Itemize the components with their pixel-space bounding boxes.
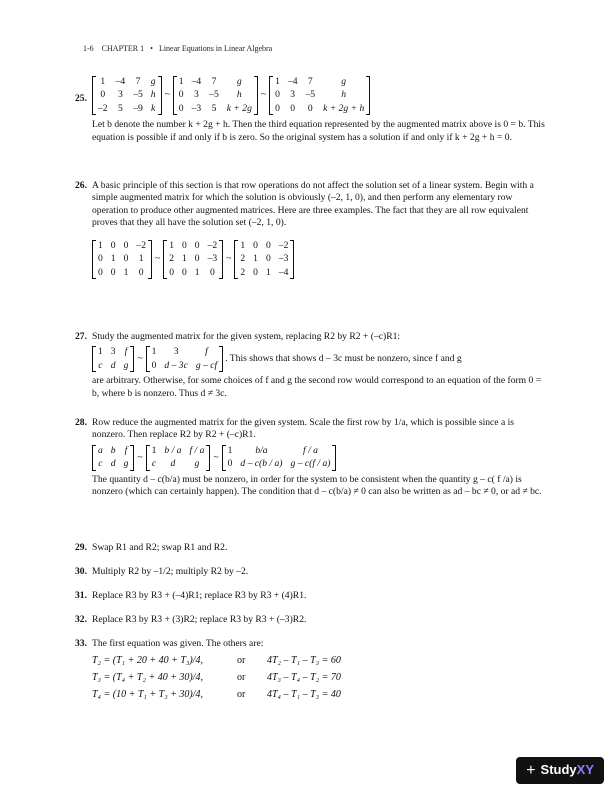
problem-number: 32.: [75, 614, 87, 625]
matrix-cell: –3: [278, 253, 289, 265]
matrix-cell: –9: [133, 102, 143, 114]
matrix-cell: g: [194, 458, 200, 470]
problem-number: 31.: [75, 590, 87, 601]
problem-text: Let b denote the number k + 2g + h. Then the third equation represented by the augmented matrix above is 0 = b. This equation is possible if and only if b is zero. So the original system has a solution if and only if k + 2g + h = 0.: [92, 119, 545, 143]
matrix-cell: –2: [278, 239, 289, 251]
matrix-cell: 1: [98, 239, 103, 251]
chapter-title: Linear Equations in Linear Algebra: [158, 44, 273, 53]
problem-text: Row reduce the augmented matrix for the given system. Scale the first row by 1/a, which is possible since a is nonzero. Then replace R2 by R2 + (–c)R1.: [92, 417, 515, 441]
matrix-cell: h: [150, 89, 156, 101]
matrix-cell: 1: [275, 76, 280, 87]
matrix-cell: 1: [100, 76, 106, 87]
matrix-cell: 0: [138, 266, 144, 278]
matrix-cell: 1: [110, 253, 116, 265]
matrix-cell: k + 2g + h: [323, 102, 365, 114]
row-equivalent-symbol: ~: [164, 89, 170, 101]
augmented-matrix-1: [92, 445, 134, 471]
matrix-cell: 1: [123, 266, 129, 278]
matrix-cell: 7: [211, 76, 217, 87]
matrix-cell: f / a: [189, 444, 205, 456]
problem-text: The first equation was given. The others are:: [92, 638, 264, 649]
matrix-cell: 0: [123, 239, 129, 251]
problem-text: The quantity d – c(b/a) must be nonzero, in order for the system to be consistent when the quantity g – c( f /a) is nonzero (which can certainly happen). The condition that d – c(b/a) ≠ 0 can also be written as ad – bc ≠ 0, or ad ≠ bc.: [92, 473, 542, 498]
equation-line: [92, 654, 545, 667]
matrix-cell: 0: [178, 102, 184, 114]
matrix-cell: g: [341, 76, 347, 87]
problem-number: 26.: [75, 180, 87, 191]
equation-right: 4T₂ – T₁ – T₃ = 60: [267, 655, 341, 667]
augmented-matrix-1: [92, 346, 134, 372]
matrix-cell: 1: [253, 253, 258, 265]
matrix-cell: 1: [194, 266, 200, 278]
matrix-cell: 1: [138, 253, 144, 265]
matrix-cell: a: [98, 444, 103, 456]
equation-line: [92, 671, 545, 684]
matrix-cell: 3: [173, 346, 179, 358]
matrix-cell: –5: [133, 89, 143, 101]
matrix-cell: –2: [136, 239, 146, 251]
matrix-cell: g: [123, 359, 129, 371]
problem-number: 33.: [75, 638, 87, 649]
matrix-cell: b / a: [164, 444, 182, 456]
matrix-cell: 0: [290, 102, 296, 114]
row-equivalent-symbol: ~: [226, 253, 232, 265]
matrix-row: [92, 346, 545, 372]
matrix-cell: b/a: [255, 444, 268, 456]
matrix-cell: 0: [110, 239, 116, 251]
matrix-cell: –4: [115, 76, 126, 87]
matrix-cell: b: [110, 444, 116, 456]
augmented-matrix-2: [163, 240, 223, 279]
equation-left: T₄ = (10 + T₁ + T₃ + 30)/4,: [92, 689, 204, 701]
equation-list: [92, 654, 545, 701]
equation-left: T₂ = (T₁ + 20 + 40 + T₃)/4,: [92, 655, 204, 667]
problem-number: 27.: [75, 331, 87, 342]
equation-line: [92, 688, 545, 701]
matrix-cell: c: [151, 458, 157, 470]
page-label: 1-6: [83, 44, 94, 53]
problem-number: 29.: [75, 542, 87, 553]
studyxy-logo[interactable]: [516, 757, 604, 784]
matrix-cell: g: [236, 76, 242, 87]
problem-text: Swap R1 and R2; swap R1 and R2.: [92, 542, 228, 553]
matrix-cell: 1: [240, 239, 246, 251]
matrix-cell: 1: [181, 253, 187, 265]
problem-30: [75, 566, 545, 578]
matrix-cell: 1: [98, 346, 103, 358]
inline-text: . This shows that shows d – 3c must be nonzero, since f and g: [225, 353, 462, 365]
augmented-matrix-3: [234, 240, 294, 279]
matrix-cell: d: [110, 458, 116, 470]
matrix-cell: –3: [191, 102, 202, 114]
matrix-cell: 1: [151, 444, 157, 456]
matrix-cell: d: [110, 359, 116, 371]
matrix-cell: 0: [194, 239, 200, 251]
matrix-cell: g: [123, 458, 129, 470]
matrix-cell: 0: [227, 458, 233, 470]
matrix-cell: 2: [240, 266, 246, 278]
equation-left: T₃ = (T₄ + T₂ + 40 + 30)/4,: [92, 672, 204, 684]
augmented-matrix-3: [269, 76, 370, 115]
matrix-cell: 3: [290, 89, 296, 101]
problem-32: [75, 614, 545, 626]
row-equivalent-symbol: ~: [137, 353, 143, 365]
matrix-cell: 3: [117, 89, 123, 101]
matrix-cell: 0: [253, 266, 258, 278]
matrix-cell: 0: [194, 253, 200, 265]
matrix-cell: –3: [207, 253, 218, 265]
problem-26: [75, 180, 545, 279]
problem-number: 30.: [75, 566, 87, 577]
problem-31: [75, 590, 545, 602]
problem-33: [75, 638, 545, 705]
row-equivalent-symbol: ~: [260, 89, 267, 101]
problem-25: [75, 76, 545, 144]
matrix-cell: k: [151, 102, 156, 114]
matrix-cell: c: [98, 458, 103, 470]
matrix-cell: g – cf: [195, 359, 218, 371]
matrix-cell: 0: [110, 266, 116, 278]
row-equivalent-symbol: ~: [137, 451, 143, 463]
matrix-cell: 0: [307, 102, 313, 114]
matrix-cell: 0: [178, 89, 184, 101]
matrix-cell: 1: [178, 76, 184, 87]
equation-right: 4T₄ – T₁ – T₃ = 40: [267, 689, 341, 701]
matrix-row: [92, 445, 545, 471]
matrix-cell: 0: [98, 266, 103, 278]
matrix-cell: 0: [181, 239, 187, 251]
matrix-cell: 3: [110, 346, 116, 358]
augmented-matrix-1: [92, 240, 152, 279]
row-equivalent-symbol: ~: [154, 253, 161, 265]
matrix-cell: –5: [209, 89, 219, 101]
matrix-cell: c: [98, 359, 103, 371]
matrix-cell: f: [205, 346, 208, 358]
plus-icon: +: [526, 761, 536, 779]
augmented-matrix-2: [173, 76, 258, 115]
matrix-cell: 7: [307, 76, 313, 87]
matrix-cell: 7: [135, 76, 141, 87]
page-header: [83, 44, 272, 54]
matrix-cell: 0: [265, 253, 271, 265]
matrix-cell: 0: [275, 89, 280, 101]
matrix-cell: –2: [98, 102, 108, 114]
matrix-cell: –5: [305, 89, 316, 101]
augmented-matrix-3: [222, 445, 337, 471]
matrix-cell: 0: [100, 89, 106, 101]
matrix-cell: –2: [207, 239, 218, 251]
matrix-cell: 1: [151, 346, 157, 358]
matrix-cell: 0: [123, 253, 129, 265]
problem-number: 25.: [75, 93, 87, 104]
matrix-cell: –4: [287, 76, 298, 87]
matrix-cell: 0: [253, 239, 258, 251]
matrix-cell: g – c(f / a): [290, 458, 331, 470]
matrix-cell: h: [341, 89, 347, 101]
problem-29: [75, 542, 545, 554]
matrix-cell: d – 3c: [164, 359, 188, 371]
augmented-matrix-2: [146, 346, 224, 372]
row-equivalent-symbol: ~: [213, 451, 219, 463]
matrix-cell: 0: [98, 253, 103, 265]
matrix-cell: 5: [117, 102, 123, 114]
equation-or: or: [237, 672, 246, 684]
problem-number: 28.: [75, 417, 87, 428]
problem-text: are arbitrary. Otherwise, for some choices of f and g the second row would correspond to an equation of the form 0 = b, where b is nonzero. Thus d ≠ 3c.: [92, 375, 542, 399]
matrix-cell: h: [236, 89, 242, 101]
matrix-cell: 2: [240, 253, 246, 265]
matrix-cell: f / a: [303, 444, 318, 456]
brand-name: StudyXY: [540, 762, 594, 778]
header-bullet: •: [150, 44, 153, 53]
matrix-cell: 1: [169, 239, 174, 251]
chapter-label: CHAPTER 1: [101, 44, 145, 53]
matrix-cell: d: [170, 458, 176, 470]
matrix-cell: 2: [169, 253, 174, 265]
matrix-cell: 0: [181, 266, 187, 278]
matrix-cell: f: [124, 444, 128, 456]
matrix-cell: –4: [278, 266, 289, 278]
problem-28: [75, 417, 545, 499]
equation-or: or: [237, 689, 246, 701]
matrix-cell: 0: [151, 359, 157, 371]
matrix-cell: 0: [265, 239, 271, 251]
matrix-cell: 3: [193, 89, 199, 101]
matrix-cell: 0: [275, 102, 280, 114]
problem-text: Study the augmented matrix for the given system, replacing R2 by R2 + (–c)R1:: [92, 331, 401, 342]
matrix-row: [92, 76, 545, 115]
augmented-matrix-1: [92, 76, 162, 115]
matrix-cell: –4: [191, 76, 202, 87]
matrix-cell: k + 2g: [226, 102, 252, 114]
problem-27: [75, 331, 545, 400]
matrix-row: [92, 240, 545, 279]
matrix-cell: 5: [211, 102, 217, 114]
problem-text: Replace R3 by R3 + (3)R2; replace R3 by R3 + (–3)R2.: [92, 614, 307, 625]
augmented-matrix-2: [146, 445, 211, 471]
matrix-cell: 1: [227, 444, 233, 456]
matrix-cell: 1: [265, 266, 271, 278]
matrix-cell: 0: [169, 266, 174, 278]
matrix-cell: d – c(b / a): [240, 458, 283, 470]
problem-text: Replace R3 by R3 + (–4)R1; replace R3 by R3 + (4)R1.: [92, 590, 307, 601]
matrix-cell: g: [150, 76, 156, 87]
matrix-cell: f: [124, 346, 128, 358]
problem-text: Multiply R2 by –1/2; multiply R2 by –2.: [92, 566, 249, 577]
matrix-cell: 0: [209, 266, 215, 278]
equation-or: or: [237, 655, 246, 667]
equation-right: 4T₃ – T₄ – T₂ = 70: [267, 672, 341, 684]
problem-text: A basic principle of this section is that row operations do not affect the solution set of a linear system. Begin with a simple augmented matrix for which the solution is obviously (–2, 1, 0), and then perform any elementary row operation to produce other augmented matrices. Here are three examples. The fact that they are all row equivalent proves that they all have the solution set (–2, 1, 0).: [92, 180, 534, 229]
